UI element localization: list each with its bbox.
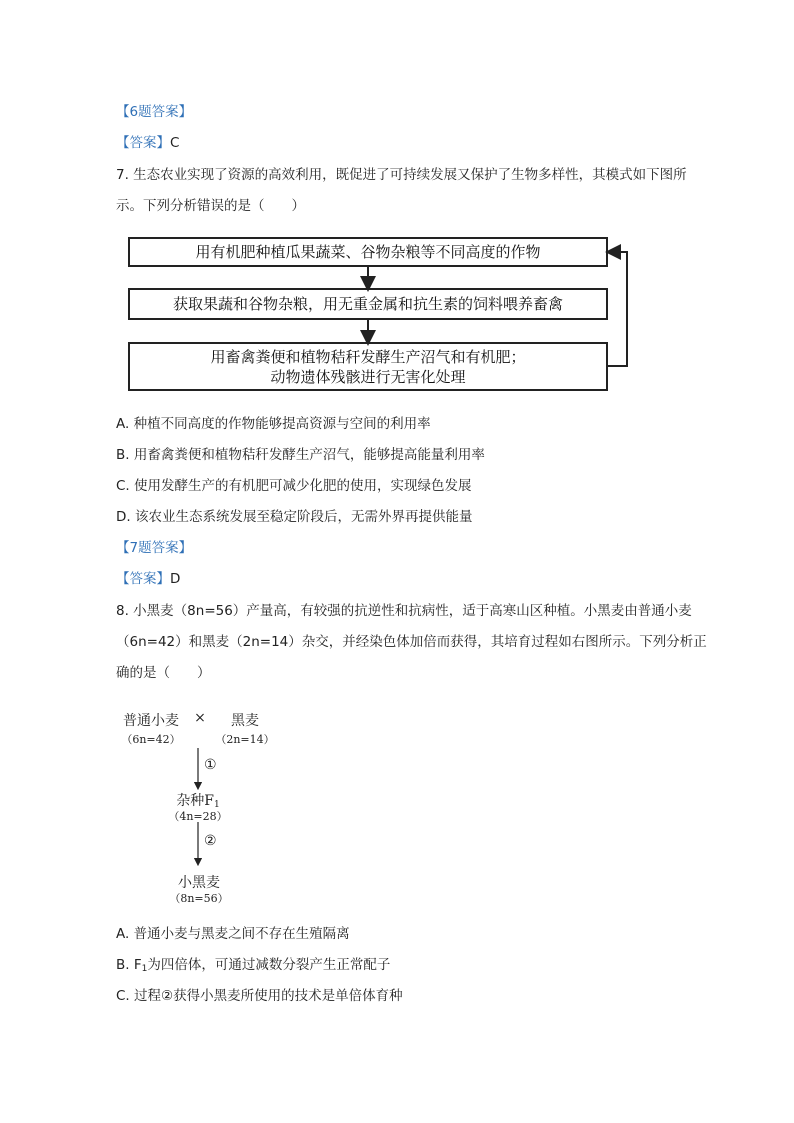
q8-option-b <box>116 955 390 979</box>
q8-option-b-prefix: B. F <box>116 957 142 973</box>
diagram-parent2-name: 黑麦 <box>231 713 259 729</box>
q7-option-b: B. 用畜禽粪便和植物秸秆发酵生产沼气，能够提高能量利用率 <box>116 447 485 463</box>
q7-answer-label: 【答案】 <box>116 571 170 587</box>
diagram-hybrid-count: （4n=28） <box>168 810 228 823</box>
diagram-parent1-count: （6n=42） <box>121 733 181 746</box>
q6-header: 【6题答案】 <box>116 104 193 120</box>
q8-stem-line3: 确的是（ ） <box>116 665 211 681</box>
diagram-cross-symbol: × <box>194 710 206 726</box>
diagram-product-count: （8n=56） <box>169 892 229 905</box>
q6-answer-value: C <box>170 135 180 151</box>
diagram-hybrid-subscript: 1 <box>213 800 220 810</box>
diagram-arrows <box>0 740 794 880</box>
q7-option-d: D. 该农业生态系统发展至稳定阶段后，无需外界再提供能量 <box>116 509 473 525</box>
q7-stem-line2: 示。下列分析错误的是（ ） <box>116 198 305 214</box>
q7-stem-line1: 7. 生态农业实现了资源的高效利用，既促进了可持续发展又保护了生物多样性，其模式如下图所 <box>116 167 687 183</box>
diagram-parent2-count: （2n=14） <box>215 733 275 746</box>
diagram-parent1-name: 普通小麦 <box>123 713 179 729</box>
q8-stem-line1: 8. 小黑麦（8n=56）产量高，有较强的抗逆性和抗病性，适于高寒山区种植。小黑麦由普通小麦 <box>116 603 692 619</box>
q7-answer <box>116 569 180 589</box>
flow-step-2-text: 获取果蔬和谷物杂粮，用无重金属和抗生素的饲料喂养畜禽 <box>172 295 563 313</box>
diagram-step-1-label: ① <box>204 757 217 773</box>
q7-answer-value: D <box>170 571 181 587</box>
q7-option-a: A. 种植不同高度的作物能够提高资源与空间的利用率 <box>116 416 431 432</box>
q8-option-b-subscript: 1 <box>141 964 148 974</box>
flow-feedback-arrow <box>608 252 627 366</box>
q8-option-c: C. 过程②获得小黑麦所使用的技术是单倍体育种 <box>116 988 403 1004</box>
flow-arrows <box>0 0 794 420</box>
q6-answer-label: 【答案】 <box>116 135 170 151</box>
diagram-hybrid-name <box>160 790 236 810</box>
diagram-step-2-label: ② <box>204 833 217 849</box>
q7-option-c: C. 使用发酵生产的有机肥可减少化肥的使用，实现绿色发展 <box>116 478 472 494</box>
flow-step-3-text-line2: 动物遗体残骸进行无害化处理 <box>270 367 466 386</box>
flow-step-1-text: 用有机肥种植瓜果蔬菜、谷物杂粮等不同高度的作物 <box>195 243 541 261</box>
q7-answer-header: 【7题答案】 <box>116 540 193 556</box>
q8-option-b-text: 为四倍体，可通过减数分裂产生正常配子 <box>147 957 391 973</box>
q8-stem-line2: （6n=42）和黑麦（2n=14）杂交，并经染色体加倍而获得，其培育过程如右图所示。下列分析正 <box>116 634 707 650</box>
q8-option-a: A. 普通小麦与黑麦之间不存在生殖隔离 <box>116 926 350 942</box>
flow-step-3-text-line1: 用畜禽粪便和植物秸秆发酵生产沼气和有机肥； <box>210 347 526 366</box>
diagram-hybrid-name-text: 杂种F <box>176 793 214 809</box>
diagram-product-name: 小黑麦 <box>178 875 220 891</box>
